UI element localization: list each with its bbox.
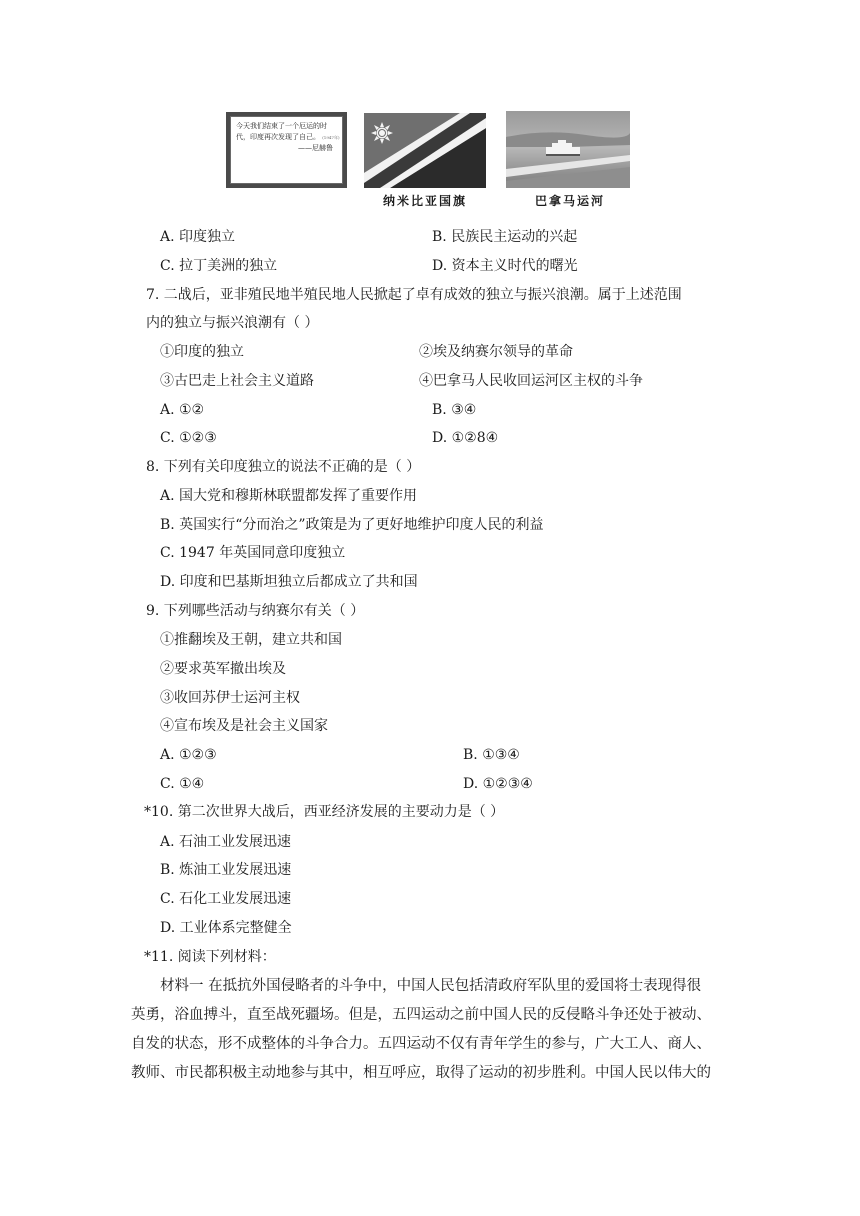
q7-stem-line-1: 7. 二战后，亚非殖民地半殖民地人民掀起了卓有成效的独立与振兴浪潮。属于上述范围 (146, 287, 682, 303)
quote-line-2-text: 代，印度再次发现了自己。 (236, 133, 320, 141)
q6-option-a: A. 印度独立 (160, 229, 236, 245)
q7-stem-line-2: 内的独立与振兴浪潮有（ ） (146, 315, 319, 331)
q10-option-d: D. 工业体系完整健全 (160, 920, 292, 936)
panama-canal-photo (506, 111, 630, 188)
q11-stem: *11. 阅读下列材料： (144, 949, 276, 965)
q8-option-c: C. 1947 年英国同意印度独立 (160, 545, 346, 561)
q8-option-d: D. 印度和巴基斯坦独立后都成立了共和国 (160, 574, 418, 590)
nehru-quote-image (226, 112, 347, 188)
q8-option-a: A. 国大党和穆斯林联盟都发挥了重要作用 (160, 488, 418, 504)
q9-statement-3: ③收回苏伊士运河主权 (160, 690, 300, 706)
q9-statement-2: ②要求英军撤出埃及 (160, 661, 286, 677)
q9-stem: 9. 下列哪些活动与纳赛尔有关（ ） (146, 603, 365, 619)
q7-option-c: C. ①②③ (160, 430, 217, 446)
q9-option-a: A. ①②③ (160, 747, 217, 763)
quote-line-1: 今天我们结束了一个厄运的时 (236, 122, 327, 130)
q11-material-line-3: 自发的状态，形不成整体的斗争合力。五四运动不仅有青年学生的参与，广大工人、商人、 (131, 1036, 711, 1052)
quote-small-note: (1947年) (322, 135, 340, 140)
q7-statement-4: ④巴拿马人民收回运河区主权的斗争 (419, 373, 643, 389)
quote-card-inner (230, 116, 343, 184)
q9-option-d: D. ①②③④ (463, 776, 533, 792)
q11-material-line-1: 材料一 在抵抗外国侵略者的斗争中，中国人民包括清政府军队里的爱国将士表现得很 (160, 978, 702, 994)
quote-line-2 (236, 132, 340, 143)
q9-option-b: B. ①③④ (463, 747, 520, 763)
q9-statement-1: ①推翻埃及王朝，建立共和国 (160, 632, 342, 648)
q11-material-line-4: 教师、市民都积极主动地参与其中，相互呼应，取得了运动的初步胜利。中国人民以伟大的 (131, 1065, 711, 1081)
q9-statement-4: ④宣布埃及是社会主义国家 (160, 718, 328, 734)
q7-statement-3: ③古巴走上社会主义道路 (160, 373, 314, 389)
q9-option-c: C. ①④ (160, 776, 205, 792)
q10-option-a: A. 石油工业发展迅速 (160, 834, 292, 850)
q7-option-b: B. ③④ (432, 402, 477, 418)
canal-photo-icon (506, 111, 630, 188)
q8-option-b: B. 英国实行“分而治之”政策是为了更好地维护印度人民的利益 (160, 517, 544, 533)
namibia-flag-image (364, 113, 486, 188)
q6-option-b: B. 民族民主运动的兴起 (432, 229, 578, 245)
namibia-flag-icon (364, 113, 486, 188)
q7-option-a: A. ①② (160, 402, 205, 418)
q10-option-c: C. 石化工业发展迅速 (160, 891, 292, 907)
canal-caption: 巴拿马运河 (535, 194, 606, 208)
q11-material-line-2: 英勇，浴血搏斗，直至战死疆场。但是，五四运动之前中国人民的反侵略斗争还处于被动、 (131, 1007, 711, 1023)
q6-option-c: C. 拉丁美洲的独立 (160, 258, 278, 274)
quote-attribution: ——尼赫鲁 (298, 144, 333, 152)
q7-statement-1: ①印度的独立 (160, 344, 244, 360)
q7-statement-2: ②埃及纳赛尔领导的革命 (419, 344, 573, 360)
q6-option-d: D. 资本主义时代的曙光 (432, 258, 578, 274)
q7-option-d: D. ①②8④ (432, 430, 499, 446)
q10-option-b: B. 炼油工业发展迅速 (160, 862, 292, 878)
flag-caption: 纳米比亚国旗 (383, 194, 468, 208)
q10-stem: *10. 第二次世界大战后，西亚经济发展的主要动力是（ ） (144, 804, 505, 820)
q8-stem: 8. 下列有关印度独立的说法不正确的是（ ） (146, 459, 421, 475)
